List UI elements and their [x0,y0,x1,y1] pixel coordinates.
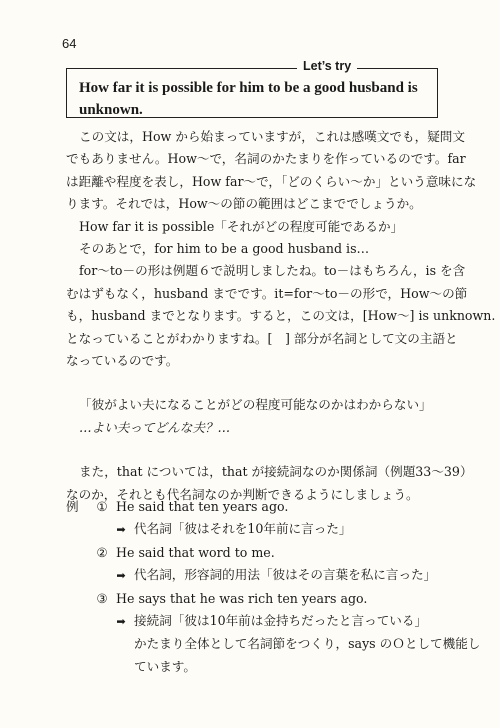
page-number: 64 [62,36,77,51]
arrow-right-icon: ➡ [116,615,126,629]
arrow-right-icon: ➡ [116,569,126,583]
explanation-line: となっていることがわかりますね。[ ] 部分が名詞として文の主語と [66,330,458,346]
example-number: ② [96,544,108,560]
lets-try-box [66,59,438,118]
explanation-text [66,126,496,506]
arrow-right-icon: ➡ [116,523,126,537]
example-translation-1 [66,518,446,541]
note-line-2: なのか，それとも代名詞なのか判断できるようにしましょう。 [66,486,419,502]
example-item-3 [66,588,446,610]
example-sentence: He said that ten years ago. [116,499,289,514]
example-item-2 [66,542,446,564]
example-translation-text: 代名詞「彼はそれを10年前に言った」 [134,521,352,537]
example-closing-line-2: ています。 [134,658,196,674]
explanation-line: むはずもなく，husband までです。it=for～to－の形で，How～の節 [66,285,468,301]
examples-section [66,496,481,678]
explanation-line: なっているのです。 [66,353,179,369]
example-translation-text: 接続詞「彼は10年前は金持ちだったと言っている」 [134,613,428,629]
example-item-1 [66,496,446,518]
example-closing-line-1: かたまり全体として名詞節をつくり，says のＯとして機能し [134,636,481,652]
lets-try-line-1: How far it is possible for him to be a good husband is [79,80,418,96]
lets-try-sentence [79,77,429,121]
lets-try-line-2: unknown. [79,102,143,118]
lets-try-label: Let’s try [297,59,357,73]
example-sentence: He said that word to me. [116,544,275,560]
example-translation-2 [66,564,446,587]
examples-label: 例 [66,499,79,514]
explanation-line: でもありません。How～で，名詞のかたまりを作っているのです。far [66,151,466,167]
note-line-1: また，that については，that が接続詞なのか関係詞（例題33～39） [79,464,473,480]
explanation-line: for～to－の形は例題６で説明しましたね。to－はもちろん，is を含 [79,263,466,279]
example-number: ③ [96,590,108,606]
translation-main: 「彼がよい夫になることがどの程度可能なのかはわからない」 [79,397,432,413]
explanation-line: この文は，How から始まっていますが，これは感嘆文でも，疑問文 [79,129,465,144]
example-number: ① [96,499,108,514]
example-translation-text: 代名詞，形容詞的用法「彼はその言葉を私に言った」 [134,567,437,583]
explanation-line: How far it is possible「それがどの程度可能であるか」 [79,218,404,234]
example-translation-3 [66,610,446,633]
translation-aside: …よい夫ってどんな夫？… [79,419,231,435]
example-sentence: He says that he was rich ten years ago. [116,590,368,606]
explanation-line: も，husband までとなります。すると，この文は，[How～] is unknown. [66,308,496,324]
explanation-line: は距離や程度を表し，How far～で，「どのくらい～か」という意味にな [66,173,477,189]
explanation-line: そのあとで，for him to be a good husband is… [79,241,370,257]
explanation-line: ります。それでは，How～の節の範囲はどこまででしょうか。 [66,196,422,212]
